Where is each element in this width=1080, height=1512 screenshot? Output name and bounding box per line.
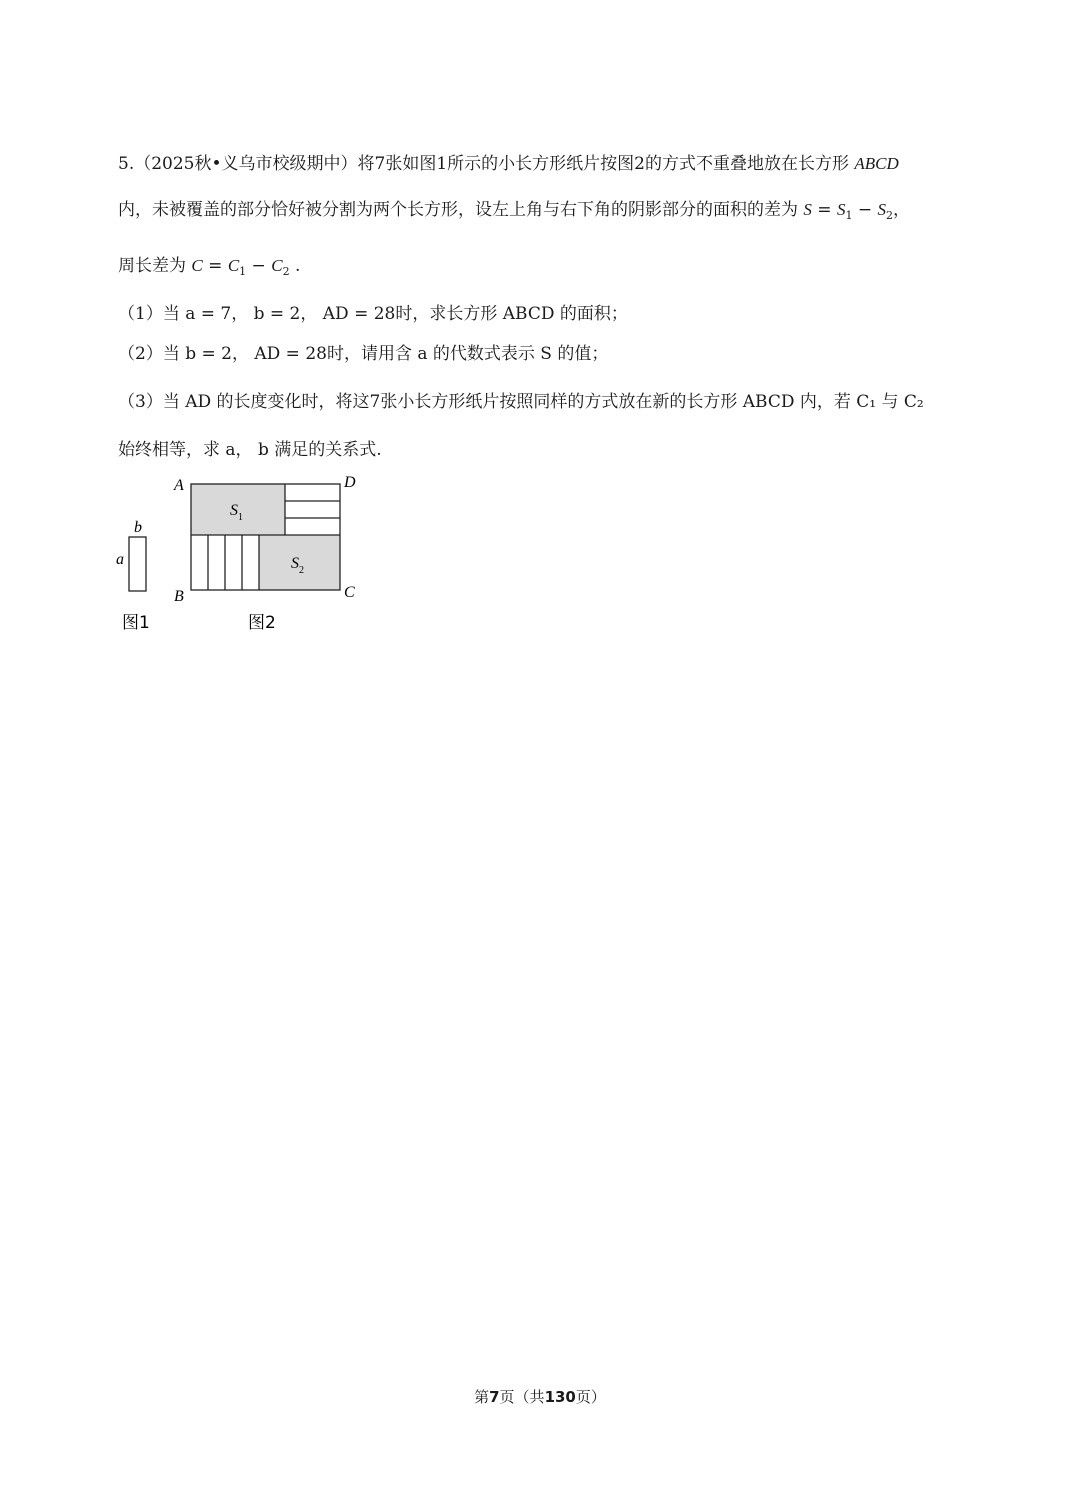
- question-3-line-2: 始终相等，求 a， b 满足的关系式.: [118, 440, 382, 460]
- problem-intro-2: 内，未被覆盖的部分恰好被分割为两个长方形，设左上角与右下角的阴影部分的面积的差为: [118, 200, 798, 220]
- problem-intro-3: 周长差为: [118, 256, 186, 276]
- footer-mid: 页（共: [499, 1388, 545, 1406]
- vertex-b: B: [174, 588, 184, 605]
- fig1-label: 图1: [122, 613, 150, 633]
- formula-c: $C = C_1 - C_2$ .: [191, 256, 301, 278]
- rect-name: ABCD: [854, 154, 899, 173]
- question-1: （1）当 a = 7， b = 2， AD = 28时，求长方形 ABCD 的面积；: [118, 304, 628, 324]
- problem-number: 5.: [118, 154, 135, 174]
- region-s2-label: $S_2$: [291, 555, 304, 576]
- footer-page-number: 7: [489, 1388, 500, 1406]
- footer-suffix: 页）: [575, 1388, 606, 1406]
- region-s1: [191, 484, 285, 535]
- region-s2: [259, 535, 340, 590]
- vertex-c: C: [344, 584, 355, 601]
- page-footer: [0, 1386, 1080, 1407]
- problem-source: （2025秋•义乌市校级期中）: [134, 154, 358, 174]
- geometry-figure: [100, 470, 400, 640]
- problem-line-2: [118, 198, 978, 228]
- question-2: （2）当 b = 2， AD = 28时，请用含 a 的代数式表示 S 的值；: [118, 344, 609, 364]
- fig2-label: 图2: [248, 613, 276, 633]
- vertex-a: A: [174, 477, 184, 494]
- vertex-d: D: [344, 474, 356, 491]
- footer-total-pages: 130: [544, 1388, 576, 1406]
- question-3-line-1: （3）当 AD 的长度变化时，将这7张小长方形纸片按照同样的方式放在新的长方形 ABCD 内，若 C₁ 与 C₂: [118, 392, 924, 412]
- problem-intro-1: 将7张如图1所示的小长方形纸片按图2的方式不重叠地放在长方形: [357, 154, 849, 174]
- region-s1-label: $S_1$: [230, 502, 243, 523]
- fig1-side-a: a: [116, 551, 124, 568]
- fig1-rectangle: [129, 537, 146, 591]
- problem-line-1: [118, 152, 978, 176]
- formula-s: $S = S_1 - S_2$，: [803, 200, 911, 222]
- problem-line-3: [118, 254, 978, 284]
- footer-prefix: 第: [474, 1388, 490, 1406]
- fig1-side-b: b: [134, 519, 142, 536]
